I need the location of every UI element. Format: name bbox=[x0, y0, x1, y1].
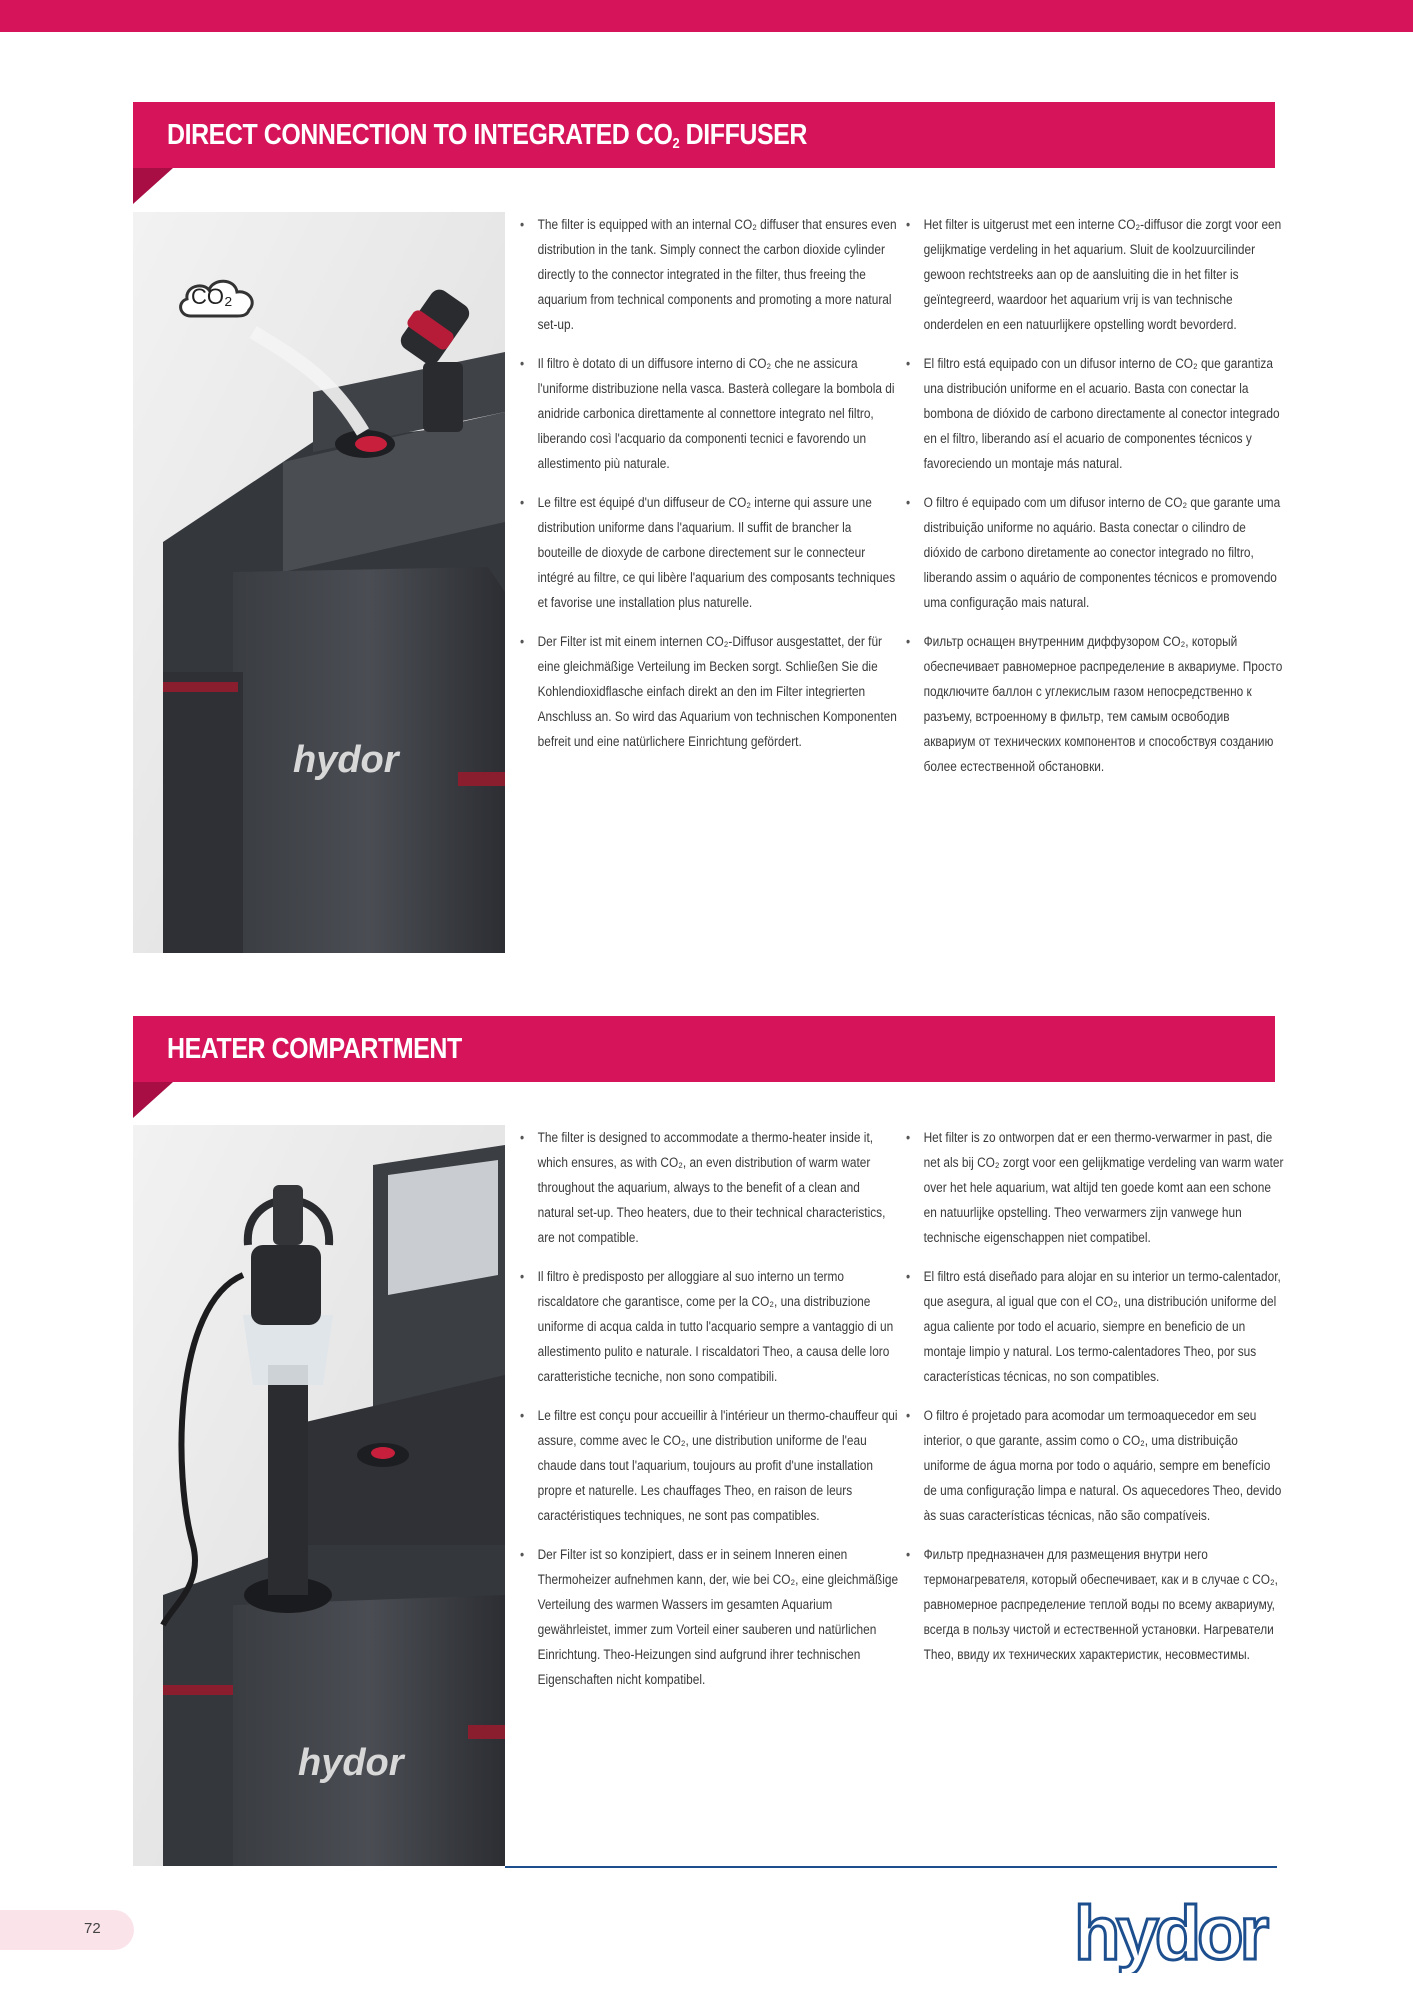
paragraph-es: • El filtro está equipado con un difusor interno de CO₂ que garantiza una distribución uniforme en el acuario. Basta con conectar la bombona de dióxido de carbono directamente al conector integrado en el filtro, liberando así el acuario de componentes técnicos y favoreciendo un montaje más natural. bbox=[906, 351, 1284, 476]
top-accent-bar bbox=[0, 0, 1413, 32]
paragraph-fr: • Le filtre est conçu pour accueillir à l'intérieur un thermo-chauffeur qui assure, comme avec le CO₂, une distribution uniforme de l'eau chaude dans tout l'aquarium, toujours au profit d'une installation propre et naturelle. Les chauffages Theo, en raison de leurs caractéristiques techniques, ne sont pas compatibles. bbox=[520, 1403, 898, 1528]
page-number-tab bbox=[0, 1910, 134, 1950]
heater-text-right-column bbox=[906, 1125, 1284, 1681]
section-header-co2 bbox=[133, 102, 1275, 168]
footer-rule bbox=[505, 1866, 1277, 1868]
co2-text-right-column bbox=[906, 212, 1283, 793]
paragraph-en: • The filter is designed to accommodate a thermo-heater inside it, which ensures, as with CO₂, an even distribution of warm water throughout the aquarium, always to the benefit of a clean and natural set-up. Theo heaters, due to their technical characteristics, are not compatible. bbox=[520, 1125, 898, 1250]
paragraph-pt: • O filtro é projetado para acomodar um termoaquecedor em seu interior, o que garante, assim como o CO₂, uma distribuição uniforme de água morna por todo o aquário, sempre em benefício de uma configuração limpa e natural. Os aquecedores Theo, devido às suas características técnicas, não são compatíveis. bbox=[906, 1403, 1284, 1528]
paragraph-fr: • Le filtre est équipé d'un diffuseur de CO₂ interne qui assure une distribution uniforme dans l'aquarium. Il suffit de brancher la bouteille de dioxyde de carbone directement sur le connecteur intégré au filtre, ce qui libère l'aquarium des composants techniques et favorise une installation plus naturelle. bbox=[520, 490, 898, 615]
page-number: 72 bbox=[84, 1920, 101, 1937]
paragraph-nl: • Het filter is uitgerust met een interne CO₂-diffusor die zorgt voor een gelijkmatige verdeling in het aquarium. Sluit de koolzuurcilinder gewoon rechtstreeks aan op de aansluiting die in het filter is geïntegreerd, waardoor het aquarium vrij is van technische onderdelen en een natuurlijkere opstelling wordt bevorderd. bbox=[906, 212, 1284, 337]
paragraph-ru: • Фильтр оснащен внутренним диффузором CO₂, который обеспечивает равномерное распределение в аквариуме. Просто подключите баллон с углекислым газом непосредственно к разъему, встроенному в фильтр, тем самым освободив аквариум от технических компонентов и способствуя созданию более естественной обстановки. bbox=[906, 629, 1284, 779]
paragraph-en: • The filter is equipped with an internal CO₂ diffuser that ensures even distribution in the tank. Simply connect the carbon dioxide cylinder directly to the connector integrated in the filter, thus freeing the aquarium from technical components and promoting a more natural set-up. bbox=[520, 212, 898, 337]
paragraph-pt: • O filtro é equipado com um difusor interno de CO₂ que garante uma distribuição uniforme no aquário. Basta conectar o cilindro de dióxido de carbono diretamente ao conector integrado no filtro, liberando assim o aquário de componentes técnicos e promovendo uma configuração mais natural. bbox=[906, 490, 1284, 615]
section-header-heater bbox=[133, 1016, 1275, 1082]
paragraph-de: • Der Filter ist mit einem internen CO₂-Diffusor ausgestattet, der für eine gleichmäßige Verteilung im Becken sorgt. Schließen Sie die Kohlendioxidflasche einfach direkt an den im Filter integrierten Anschluss an. So wird das Aquarium von technischen Komponenten befreit und eine natürlichere Einrichtung gefördert. bbox=[520, 629, 898, 754]
section-title-co2: DIRECT CONNECTION TO INTEGRATED $CO_2$ DIFFUSER bbox=[167, 119, 807, 152]
co2-text-left-column bbox=[520, 212, 897, 768]
paragraph-it: • Il filtro è dotato di un diffusore interno di CO₂ che ne assicura l'uniforme distribuzione nella vasca. Basterà collegare la bombola di anidride carbonica direttamente al connettore integrato nel filtro, liberando così l'acquario da componenti tecnici e favorendo un allestimento più naturale. bbox=[520, 351, 898, 476]
paragraph-ru: • Фильтр предназначен для размещения внутри него термонагревателя, который обеспечивает, как и в случае с CO₂, равномерное распределение теплой воды по всему аквариуму, всегда в пользу чистой и естественной установки. Нагреватели Theo, ввиду их технических характеристик, несовместимы. bbox=[906, 1542, 1284, 1667]
heater-text-left-column bbox=[520, 1125, 899, 1706]
section-title-heater: HEATER COMPARTMENT bbox=[167, 1033, 462, 1065]
paragraph-nl: • Het filter is zo ontworpen dat er een thermo-verwarmer in past, die net als bij CO₂ zorgt voor een gelijkmatige verdeling van warm water over het hele aquarium, wat altijd ten goede komt aan een schone en natuurlijke opstelling. Theo verwarmers zijn vanwege hun technische eigenschappen niet compatibel. bbox=[906, 1125, 1284, 1250]
co2-connector-photo bbox=[133, 212, 505, 953]
co2-cloud-icon bbox=[173, 272, 263, 324]
filter-body-logo: hydor bbox=[293, 739, 399, 781]
paragraph-de: • Der Filter ist so konzipiert, dass er in seinem Inneren einen Thermoheizer aufnehmen kann, der, wie bei CO₂, eine gleichmäßige Verteilung des warmen Wassers im gesamten Aquarium gewährleistet, immer zum Vorteil einer sauberen und natürlichen Einrichtung. Theo-Heizungen sind aufgrund ihrer technischen Eigenschaften nicht kompatibel. bbox=[520, 1542, 898, 1692]
hydor-logo bbox=[1070, 1893, 1280, 1978]
hydor-logo-text: hydor bbox=[1074, 1893, 1266, 1973]
co2-badge-label: CO₂ bbox=[191, 284, 233, 309]
header-fold bbox=[133, 1082, 173, 1118]
paragraph-es: • El filtro está diseñado para alojar en su interior un termo-calentador, que asegura, al igual que con el CO₂, una distribución uniforme del agua caliente por todo el acuario, siempre en beneficio de un montaje limpio y natural. Los termo-calentadores Theo, por sus características técnicas, no son compatibles. bbox=[906, 1264, 1284, 1389]
filter-body-logo: hydor bbox=[298, 1742, 404, 1784]
heater-compartment-photo bbox=[133, 1125, 505, 1866]
header-fold bbox=[133, 168, 173, 204]
paragraph-it: • Il filtro è predisposto per alloggiare al suo interno un termo riscaldatore che garantisce, come per la CO₂, una distribuzione uniforme di acqua calda in tutto l'acquario sempre a vantaggio di un allestimento pulito e naturale. I riscaldatori Theo, a causa delle loro caratteristiche tecniche, non sono compatibili. bbox=[520, 1264, 898, 1389]
